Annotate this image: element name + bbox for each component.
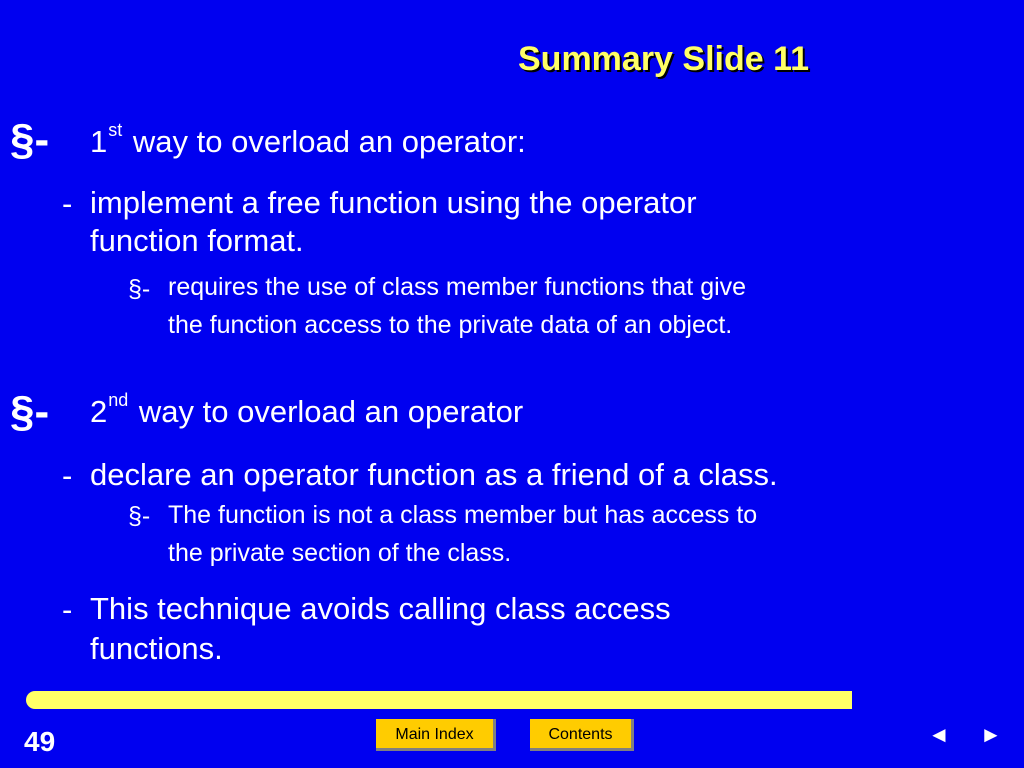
item-1-ordinal-suffix: st [108,120,123,140]
item-2-note-mark: §- [128,502,151,530]
slide-title: Summary Slide 11 [518,40,810,78]
footer-bar [26,691,852,709]
item-1-note-line-1: requires the use of class member functions that give [168,273,747,301]
item-2-heading [90,390,524,430]
item-1-number: 1 [90,124,108,159]
item-2-sub2-dash: - [62,592,73,627]
section-bullet: §- [10,387,50,436]
section-bullet: §- [10,115,50,164]
item-1-sub-line-1: implement a free function using the operator [90,185,697,220]
item-2-sub2-line-2: functions. [90,631,223,666]
item-2-text: way to overload an operator [138,394,524,429]
item-1-sub-dash: - [62,186,73,221]
item-1-note-mark: §- [128,275,151,303]
item-1-note-line-2: the function access to the private data of an object. [168,311,733,339]
item-2-note-line-1: The function is not a class member but has access to [168,501,758,529]
main-index-button[interactable]: Main Index [376,719,496,751]
item-2-sub2-line-1: This technique avoids calling class access [90,591,671,626]
item-2-sub-line-1: declare an operator function as a friend of a class. [90,457,778,492]
item-2-ordinal-suffix: nd [108,390,129,410]
item-1-heading [90,120,526,160]
item-2-number: 2 [90,394,108,429]
item-1-sub-line-2: function format. [90,223,304,258]
item-2-note-line-2: the private section of the class. [168,539,512,567]
next-slide-icon[interactable]: ► [980,722,1002,747]
prev-slide-icon[interactable]: ◄ [928,722,950,747]
item-2-sub-dash: - [62,458,73,493]
contents-button[interactable]: Contents [530,719,634,751]
page-number: 49 [24,726,56,757]
item-1-text: way to overload an operator: [132,124,526,159]
